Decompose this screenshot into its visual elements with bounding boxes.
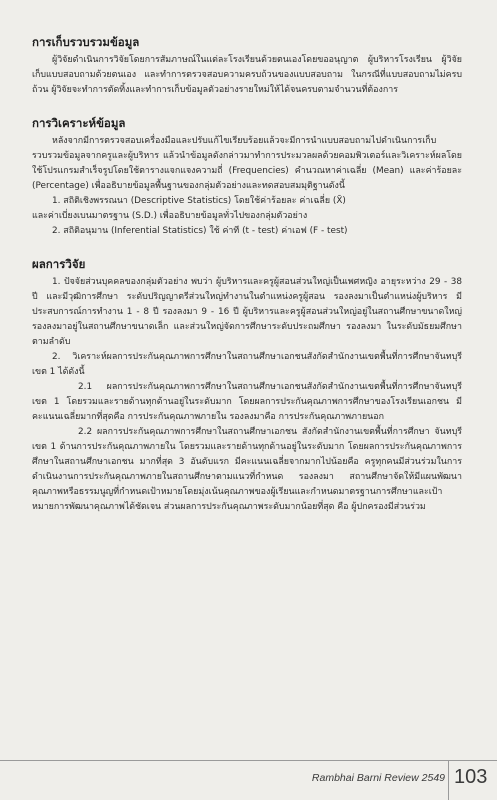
paragraph: ผู้วิจัยดำเนินการวิจัยโดยการสัมภาษณ์ในแต่ละโรงเรียนด้วยตนเองโดยขออนุญาต ผู้บริหารโรงเรียน ผู้วิจัยเก็บแบบสอบถามด้วยตนเอง และทำการตรวจสอบความครบถ้วนของแบบสอบถาม ในกรณีที่แบบสอบถามไม่ครบถ้วน ผู้วิจัยจะทำการตัดทิ้งและทำการเก็บข้อมูลตัวอย่างรายใหม่ให้ได้จนครบตามจำนวนที่ต้องการ	[32, 55, 462, 95]
section-results	[32, 256, 462, 515]
journal-name: Rambhai Barni Review 2549	[311, 772, 445, 784]
page-number: 103	[454, 766, 488, 788]
section-heading: การเก็บรวบรวมข้อมูล	[32, 35, 140, 49]
sub-item: 2.1 ผลการประกันคุณภาพการศึกษาในสถานศึกษาเอกชนสังกัดสำนักงานเขตพื้นที่การศึกษาจันทบุรี เขต 1 โดยรวมและรายด้านทุกด้านอยู่ในระดับมาก โดยผลการประกันคุณภาพการศึกษาของโรงเรียนเอกชน มีคะแนนเฉลี่ยมากที่สุดคือ การประกันคุณภาพภายใน รองลงมาคือ การประกันคุณภาพภายนอก	[32, 382, 462, 422]
list-item: 2. วิเคราะห์ผลการประกันคุณภาพการศึกษาในสถานศึกษาเอกชนสังกัดสำนักงานเขตพื้นที่การศึกษาจันทบุรี เขต 1 ได้ดังนี้	[32, 352, 462, 377]
paragraph: หลังจากมีการตรวจสอบเครื่องมือและปรับแก้ไขเรียบร้อยแล้วจะมีการนำแบบสอบถามไปดำเนินการเก็บรวบรวมข้อมูลจากครูและผู้บริหาร แล้วนำข้อมูลดังกล่าวมาทำการประมวลผลด้วยคอมพิวเตอร์และวิเคราะห์ผลโดยใช้โปรแกรมสำเร็จรูปโดยใช้ตารางแจกแจงความถี่ (Frequencies) คำนวณหาค่าเฉลี่ย (Mean) และค่าร้อยละ (Percentage) เพื่ออธิบายข้อมูลพื้นฐานของกลุ่มตัวอย่างและทดสอบสมมุติฐานดังนี้	[32, 136, 462, 191]
footer-vertical-divider	[448, 760, 449, 800]
list-item: 2. สถิติอนุมาน (Inferential Statistics) ใช้ ค่าที (t - test) ค่าเอฟ (F - test)	[52, 226, 348, 236]
list-item: 1. สถิติเชิงพรรณนา (Descriptive Statistics) โดยใช้ค่าร้อยละ ค่าเฉลี่ย (X̄)	[52, 196, 346, 206]
section-data-analysis	[32, 115, 462, 239]
footer-divider	[0, 760, 497, 761]
section-heading: การวิเคราะห์ข้อมูล	[32, 116, 126, 130]
section-heading: ผลการวิจัย	[32, 257, 86, 271]
section-data-collection	[32, 34, 462, 98]
list-item-continuation: และค่าเบี่ยงเบนมาตรฐาน (S.D.) เพื่ออธิบายข้อมูลทั่วไปของกลุ่มตัวอย่าง	[32, 211, 308, 221]
list-item: 1. ปัจจัยส่วนบุคคลของกลุ่มตัวอย่าง พบว่า ผู้บริหารและครูผู้สอนส่วนใหญ่เป็นเพศหญิง อายุระหว่าง 29 - 38 ปี และมีวุฒิการศึกษา ระดับปริญญาตรีส่วนใหญ่ทำงานในตำแหน่งครูผู้สอน รองลงมาเป็นตำแหน่งผู้บริหาร มีประสบการณ์การทำงาน 1 - 8 ปี รองลงมา 9 - 16 ปี ผู้บริหารและครูผู้สอนส่วนใหญ่อยู่ในสถานศึกษาขนาดใหญ่ รองลงมาอยู่ในสถานศึกษาขนาดเล็ก และส่วนใหญ่จัดการศึกษาระดับประถมศึกษา รองลงมา ในระดับมัธยมศึกษาตามลำดับ	[32, 277, 462, 347]
page-content	[32, 34, 462, 532]
sub-item: 2.2 ผลการประกันคุณภาพการศึกษาในสถานศึกษาเอกชน สังกัดสำนักงานเขตพื้นที่การศึกษา จันทบุรี เขต 1 ด้านการประกันคุณภาพภายใน โดยรวมและรายด้านทุกด้านอยู่ในระดับมาก โดยผลการประกันคุณภาพการศึกษาในสถานศึกษาเอกชน มากที่สุด 3 อันดับแรก มีคะแนนเฉลี่ยจากมากไปน้อยคือ ครูทุกคนมีส่วนร่วมในการดำเนินงานการประกันคุณภาพภายในสถานศึกษาตามแนวที่กำหนด รองลงมา สถานศึกษาจัดให้มีแผนพัฒนาคุณภาพหรือธรรมนูญที่กำหนดเป้าหมายโดยมุ่งเน้นคุณภาพของผู้เรียนและกำหนดมาตรฐานการศึกษาและเป้าหมายการพัฒนาคุณภาพได้ชัดเจน ส่วนผลการประกันคุณภาพระดับมากน้อยที่สุด คือ ผู้ปกครองมีส่วนร่วม	[32, 427, 462, 512]
